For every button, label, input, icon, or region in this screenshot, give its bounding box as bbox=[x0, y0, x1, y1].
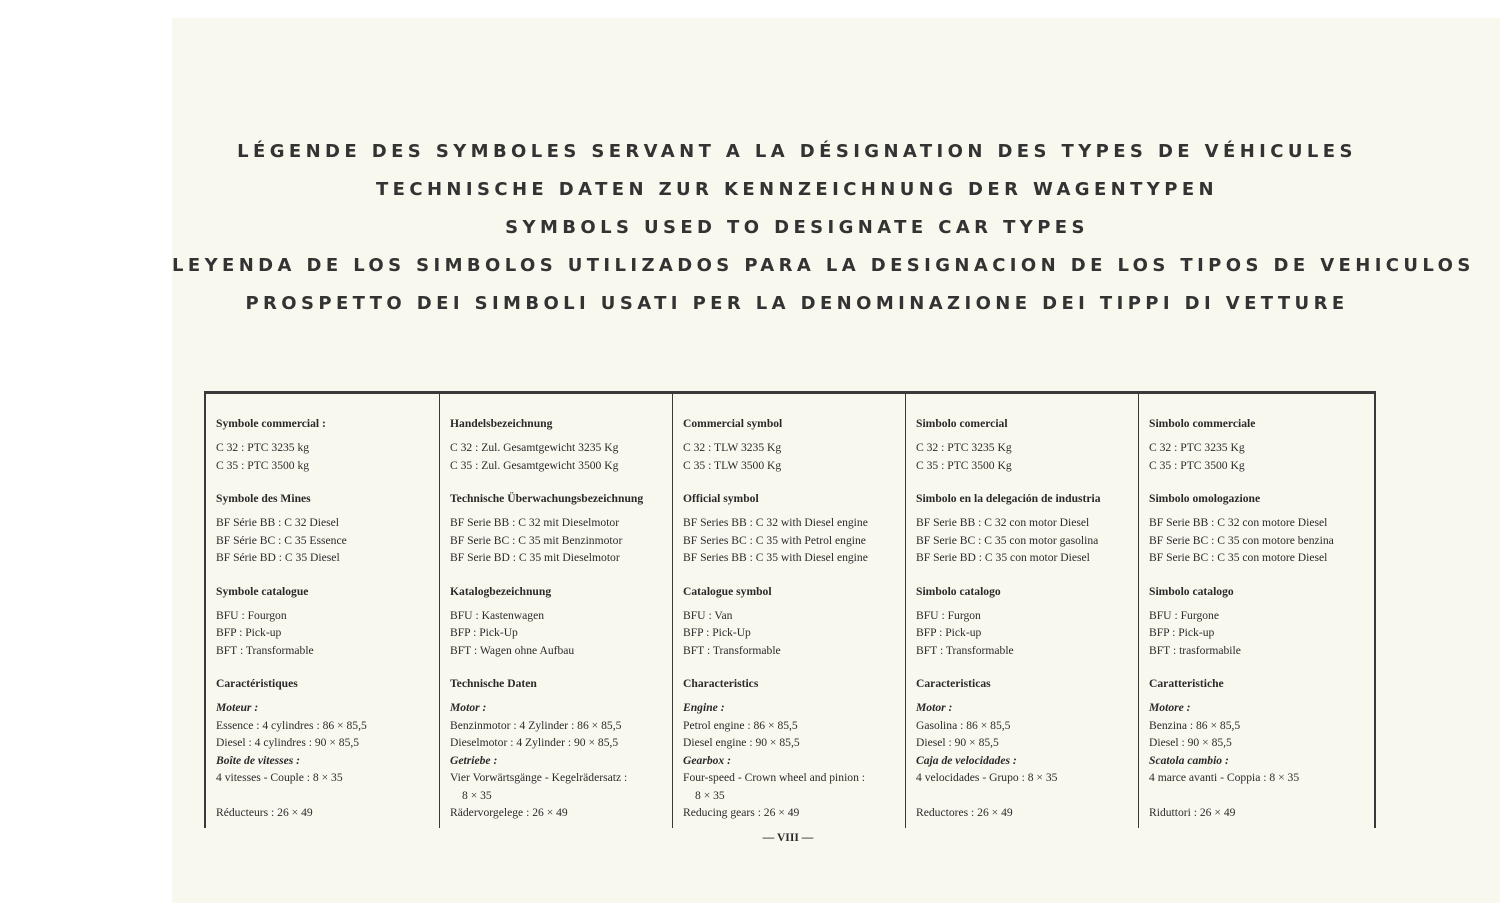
reduction-line: Reducing gears : 26 × 49 bbox=[683, 806, 800, 819]
text-line: Diesel engine : 90 × 85,5 bbox=[683, 736, 800, 749]
text-line: C 32 : PTC 3235 Kg bbox=[1149, 441, 1245, 454]
gearbox-label: Caja de velocidades : bbox=[916, 753, 1017, 767]
section-heading: Caractéristiques bbox=[216, 677, 298, 690]
gearbox-label: Scatola cambio : bbox=[1149, 753, 1229, 767]
text-line: Vier Vorwärtsgänge - Kegelrädersatz : bbox=[450, 771, 628, 784]
title-italian: PROSPETTO DEI SIMBOLI USATI PER LA DENOMINAZIONE DEI TIPPI DI VETTURE bbox=[245, 293, 1349, 314]
text-line: BF Series BC : C 35 with Petrol engine bbox=[683, 533, 866, 547]
text-line: BF Serie BB : C 32 con motor Diesel bbox=[916, 516, 1090, 529]
engine-label: Motore : bbox=[1149, 701, 1191, 714]
text-line: BF Serie BB : C 32 con motore Diesel bbox=[1149, 516, 1328, 529]
title-spanish: LEYENDA DE LOS SIMBOLOS UTILIZADOS PARA LA DESIGNACION DE LOS TIPOS DE VEHICULOS bbox=[172, 255, 1475, 276]
text-line: 8 × 35 bbox=[462, 788, 492, 802]
reduction-line: Reductores : 26 × 49 bbox=[916, 806, 1013, 819]
engine-label: Motor : bbox=[450, 701, 487, 714]
text-line: BF Serie BC : C 35 mit Benzinmotor bbox=[450, 533, 623, 547]
section-heading: Simbolo omologazione bbox=[1149, 492, 1261, 505]
text-line: 4 velocidades - Grupo : 8 × 35 bbox=[916, 771, 1058, 784]
section-heading: Simbolo catalogo bbox=[916, 584, 1001, 598]
text-line: BF Série BB : C 32 Diesel bbox=[216, 516, 340, 529]
gearbox-label: Getriebe : bbox=[450, 753, 498, 767]
text-line: BF Series BB : C 35 with Diesel engine bbox=[683, 551, 868, 564]
reduction-line: Réducteurs : 26 × 49 bbox=[216, 806, 313, 819]
text-line: C 32 : PTC 3235 Kg bbox=[916, 441, 1012, 454]
section-heading: Catalogue symbol bbox=[683, 584, 772, 598]
gearbox-label: Boîte de vitesses : bbox=[216, 753, 301, 767]
text-line: 4 marce avanti - Coppia : 8 × 35 bbox=[1149, 771, 1300, 784]
page-number: — VIII — bbox=[762, 831, 814, 844]
text-line: BFP : Pick-up bbox=[216, 626, 282, 639]
reduction-line: Riduttori : 26 × 49 bbox=[1149, 806, 1236, 819]
column-italian bbox=[1138, 394, 1370, 828]
text-line: BFT : Transformable bbox=[216, 643, 314, 657]
section-heading: Katalogbezeichnung bbox=[450, 584, 552, 598]
engine-label: Moteur : bbox=[216, 701, 259, 714]
text-line: Benzina : 86 × 85,5 bbox=[1149, 718, 1241, 732]
section-heading: Simbolo catalogo bbox=[1149, 584, 1234, 598]
column-english bbox=[672, 394, 905, 828]
title-block bbox=[172, 136, 1475, 326]
text-line: BF Series BB : C 32 with Diesel engine bbox=[683, 516, 868, 529]
text-line: C 35 : TLW 3500 Kg bbox=[683, 458, 782, 472]
text-line: BF Série BC : C 35 Essence bbox=[216, 533, 347, 547]
text-line: BFP : Pick-up bbox=[1149, 626, 1215, 639]
section-heading: Simbolo commerciale bbox=[1149, 417, 1256, 430]
text-line: BFU : Kastenwagen bbox=[450, 608, 545, 622]
text-line: Petrol engine : 86 × 85,5 bbox=[683, 718, 798, 732]
text-line: C 35 : PTC 3500 Kg bbox=[916, 458, 1012, 472]
text-line: BFU : Furgone bbox=[1149, 608, 1220, 622]
section-heading: Caratteristiche bbox=[1149, 677, 1224, 690]
engine-label: Engine : bbox=[683, 701, 725, 714]
text-line: BFT : trasformabile bbox=[1149, 643, 1241, 657]
text-line: Gasolina : 86 × 85,5 bbox=[916, 718, 1011, 732]
text-line: BFU : Furgon bbox=[916, 608, 981, 622]
section-heading: Technische Daten bbox=[450, 677, 537, 690]
text-line: C 32 : TLW 3235 Kg bbox=[683, 441, 782, 454]
title-french: LÉGENDE DES SYMBOLES SERVANT A LA DÉSIGNATION DES TYPES DE VÉHICULES bbox=[237, 141, 1357, 162]
section-heading: Symbole commercial : bbox=[216, 417, 326, 430]
text-line bbox=[1149, 787, 1364, 805]
text-line: BF Serie BB : C 32 mit Dieselmotor bbox=[450, 516, 620, 529]
text-line: BFP : Pick-Up bbox=[450, 626, 518, 639]
engine-label: Motor : bbox=[916, 701, 953, 714]
text-line: C 32 : PTC 3235 kg bbox=[216, 441, 310, 454]
text-line: BFT : Transformable bbox=[683, 643, 781, 657]
text-line: BF Serie BC : C 35 con motore benzina bbox=[1149, 533, 1334, 547]
text-line bbox=[216, 787, 433, 805]
section-heading: Characteristics bbox=[683, 677, 759, 690]
text-line bbox=[916, 787, 1132, 805]
section-heading: Technische Überwachungsbezeichnung bbox=[450, 492, 644, 505]
section-heading: Commercial symbol bbox=[683, 417, 783, 430]
text-line: Diesel : 90 × 85,5 bbox=[1149, 736, 1232, 749]
section-heading: Handelsbezeichnung bbox=[450, 417, 553, 430]
text-line: Four-speed - Crown wheel and pinion : bbox=[683, 771, 866, 784]
gearbox-label: Gearbox : bbox=[683, 753, 731, 767]
section-heading: Symbole catalogue bbox=[216, 584, 309, 598]
text-line: BFT : Transformable bbox=[916, 643, 1014, 657]
text-line: BFT : Wagen ohne Aufbau bbox=[450, 643, 575, 657]
symbols-table bbox=[204, 391, 1376, 828]
text-line: BF Série BD : C 35 Diesel bbox=[216, 551, 340, 564]
text-line: BFP : Pick-Up bbox=[683, 626, 751, 639]
text-line: BFU : Fourgon bbox=[216, 608, 287, 622]
reduction-line: Rädervorgelege : 26 × 49 bbox=[450, 806, 568, 819]
text-line: BF Serie BD : C 35 con motor Diesel bbox=[916, 551, 1090, 564]
column-german bbox=[439, 394, 672, 828]
text-line: C 32 : Zul. Gesamtgewicht 3235 Kg bbox=[450, 441, 619, 454]
section-heading: Symbole des Mines bbox=[216, 492, 311, 505]
text-line: Diesel : 90 × 85,5 bbox=[916, 736, 999, 749]
section-heading: Simbolo comercial bbox=[916, 417, 1008, 430]
column-french bbox=[206, 394, 439, 828]
section-heading: Caracteristicas bbox=[916, 677, 991, 690]
text-line: 4 vitesses - Couple : 8 × 35 bbox=[216, 771, 343, 784]
text-line: BF Serie BC : C 35 con motore Diesel bbox=[1149, 551, 1328, 564]
text-line: C 35 : Zul. Gesamtgewicht 3500 Kg bbox=[450, 458, 619, 472]
text-line: C 35 : PTC 3500 Kg bbox=[1149, 458, 1245, 472]
text-line: Benzinmotor : 4 Zylinder : 86 × 85,5 bbox=[450, 718, 622, 732]
text-line: BFP : Pick-up bbox=[916, 626, 982, 639]
title-english: SYMBOLS USED TO DESIGNATE CAR TYPES bbox=[505, 217, 1089, 238]
text-line: BFU : Van bbox=[683, 608, 733, 622]
column-spanish bbox=[905, 394, 1138, 828]
text-line: C 35 : PTC 3500 kg bbox=[216, 458, 310, 472]
text-line: Essence : 4 cylindres : 86 × 85,5 bbox=[216, 718, 367, 732]
section-heading: Simbolo en la delegación de industria bbox=[916, 492, 1101, 505]
title-german: TECHNISCHE DATEN ZUR KENNZEICHNUNG DER WAGENTYPEN bbox=[375, 179, 1218, 200]
text-line: 8 × 35 bbox=[695, 788, 725, 802]
text-line: BF Serie BD : C 35 mit Dieselmotor bbox=[450, 551, 620, 564]
text-line: Diesel : 4 cylindres : 90 × 85,5 bbox=[216, 736, 360, 749]
section-heading: Official symbol bbox=[683, 492, 759, 505]
text-line: Dieselmotor : 4 Zylinder : 90 × 85,5 bbox=[450, 736, 619, 749]
text-line: BF Serie BC : C 35 con motor gasolina bbox=[916, 533, 1099, 547]
